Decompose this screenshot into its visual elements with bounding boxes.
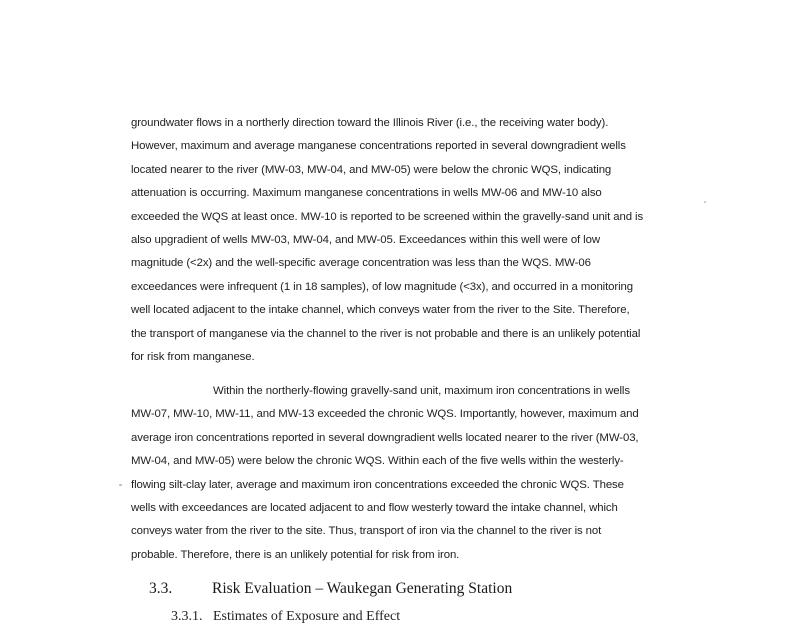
subsection-heading (171, 609, 400, 625)
text-line: well located adjacent to the intake channel, which conveys water from the river to the Site. Therefore, (131, 304, 630, 317)
text-line: average iron concentrations reported in several downgradient wells located nearer to the river (MW-03, (131, 431, 639, 444)
text-line: located nearer to the river (MW-03, MW-04, and MW-05) were below the chronic WQS, indicating (131, 163, 612, 176)
text-line: exceeded the WQS at least once. MW-10 is reported to be screened within the gravelly-sand unit and is (131, 210, 644, 223)
text-line: attenuation is occurring. Maximum manganese concentrations in wells MW-06 and MW-10 also (131, 187, 602, 200)
scan-speck (704, 201, 706, 203)
section-title: Risk Evaluation – Waukegan Generating Station (212, 580, 513, 597)
section-heading (149, 580, 512, 598)
text-line: MW-04, and MW-05) were below the chronic WQS. Within each of the five wells within the westerly- (131, 455, 624, 468)
subsection-number: 3.3.1. (171, 609, 203, 624)
text-line: exceedances were infrequent (1 in 18 samples), of low magnitude (<3x), and occurred in a monitoring (131, 280, 634, 293)
paragraph-iron (131, 380, 676, 567)
text-line: wells with exceedances are located adjacent to and flow westerly toward the intake channel, which (131, 502, 618, 515)
paragraph-manganese (131, 112, 676, 369)
text-line: flowing silt-clay later, average and maximum iron concentrations exceeded the chronic WQS. These (131, 478, 624, 491)
text-line: the transport of manganese via the channel to the river is not probable and there is an unlikely potential (131, 327, 641, 340)
text-line: groundwater flows in a northerly direction toward the Illinois River (i.e., the receiving water body). (131, 117, 609, 129)
text-line: However, maximum and average manganese concentrations reported in several downgradient wells (131, 140, 626, 153)
text-line: Within the northerly-flowing gravelly-sand unit, maximum iron concentrations in wells (213, 385, 630, 397)
text-line: MW-07, MW-10, MW-11, and MW-13 exceeded the chronic WQS. Importantly, however, maximum and (131, 408, 639, 421)
text-line: probable. Therefore, there is an unlikely potential for risk from iron. (131, 548, 460, 561)
text-line: magnitude (<2x) and the well-specific average concentration was less than the WQS. MW-06 (131, 257, 591, 270)
text-line: conveys water from the river to the site. Thus, transport of iron via the channel to the river is not (131, 525, 602, 538)
text-line: also upgradient of wells MW-03, MW-04, and MW-05. Exceedances within this well were of low (131, 234, 600, 247)
text-line: for risk from manganese. (131, 351, 255, 364)
section-number: 3.3. (149, 580, 173, 597)
scan-speck (119, 484, 122, 486)
subsection-title: Estimates of Exposure and Effect (213, 609, 401, 624)
